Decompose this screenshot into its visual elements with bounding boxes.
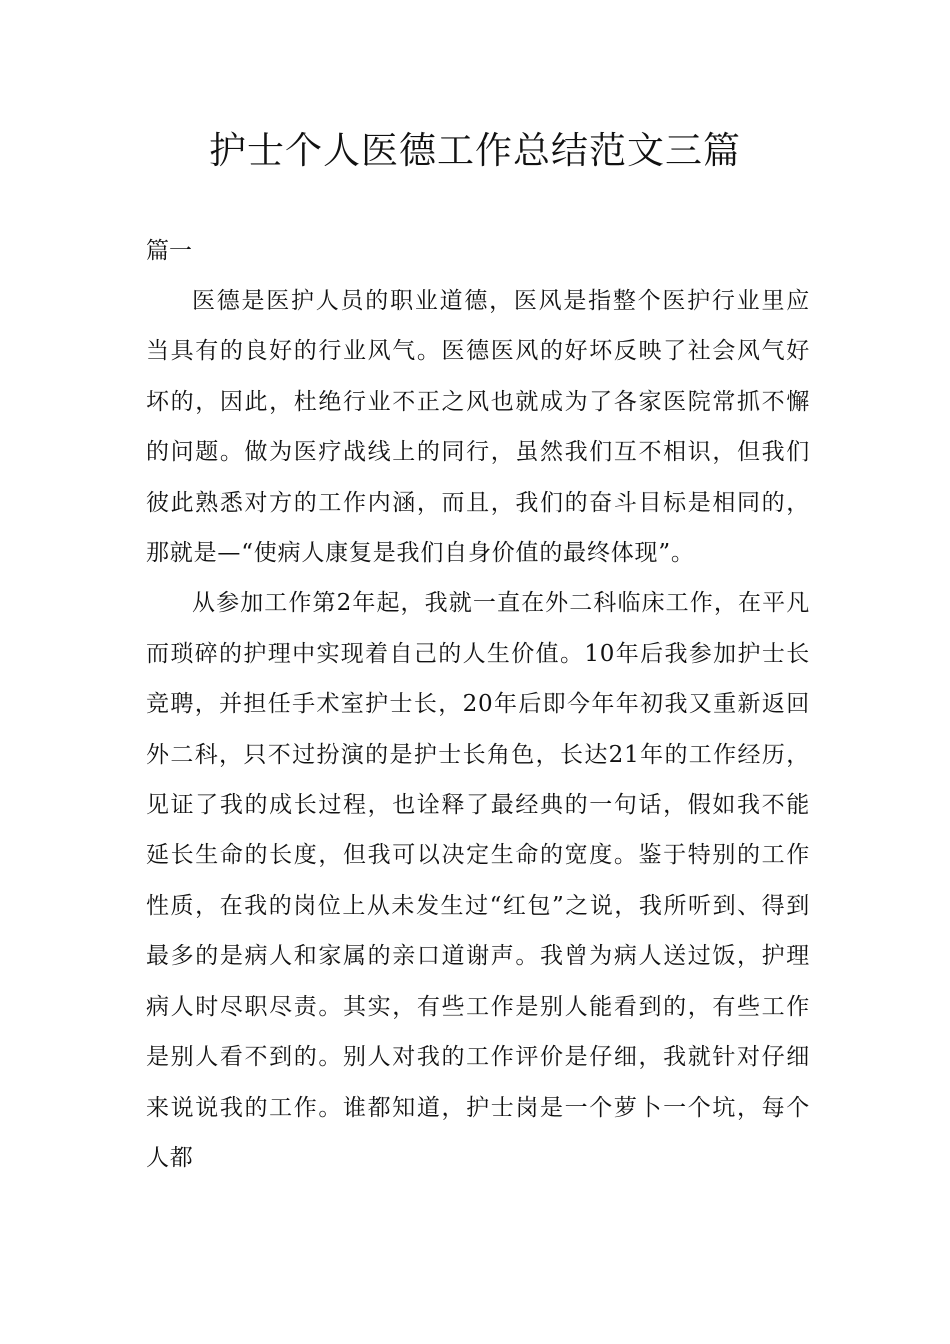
- document-title: 护士个人医德工作总结范文三篇: [209, 129, 741, 172]
- paragraph: 医德是医护人员的职业道德，医风是指整个医护行业里应当具有的良好的行业风气。医德医风的好坏反映了社会风气好坏的，因此，杜绝行业不正之风也就成为了各家医院常抓不懈的问题。做为医疗战线上的同行，虽然我们互不相识，但我们彼此熟悉对方的工作内涵，而且，我们的奋斗目标是相同的，那就是—“使病人康复是我们自身价值的最终体现”。: [146, 288, 810, 567]
- paragraph: 从参加工作第2年起，我就一直在外二科临床工作，在平凡而琐碎的护理中实现着自己的人生价值。10年后我参加护士长竞聘，并担任手术室护士长，20年后即今年年初我又重新返回外二科，只不过扮演的是护士长角色，长达21年的工作经历，见证了我的成长过程，也诠释了最经典的一句话，假如我不能延长生命的长度，但我可以决定生命的宽度。鉴于特别的工作性质，在我的岗位上从未发生过“红包”之说，我所听到、得到最多的是病人和家属的亲口道谢声。我曾为病人送过饭，护理病人时尽职尽责。其实，有些工作是别人能看到的，有些工作是别人看不到的。别人对我的工作评价是仔细，我就针对仔细来说说我的工作。谁都知道，护士岗是一个萝卜一个坑，每个人都: [146, 590, 810, 1171]
- document-body: [146, 276, 810, 1183]
- section-label: 篇一: [146, 238, 192, 264]
